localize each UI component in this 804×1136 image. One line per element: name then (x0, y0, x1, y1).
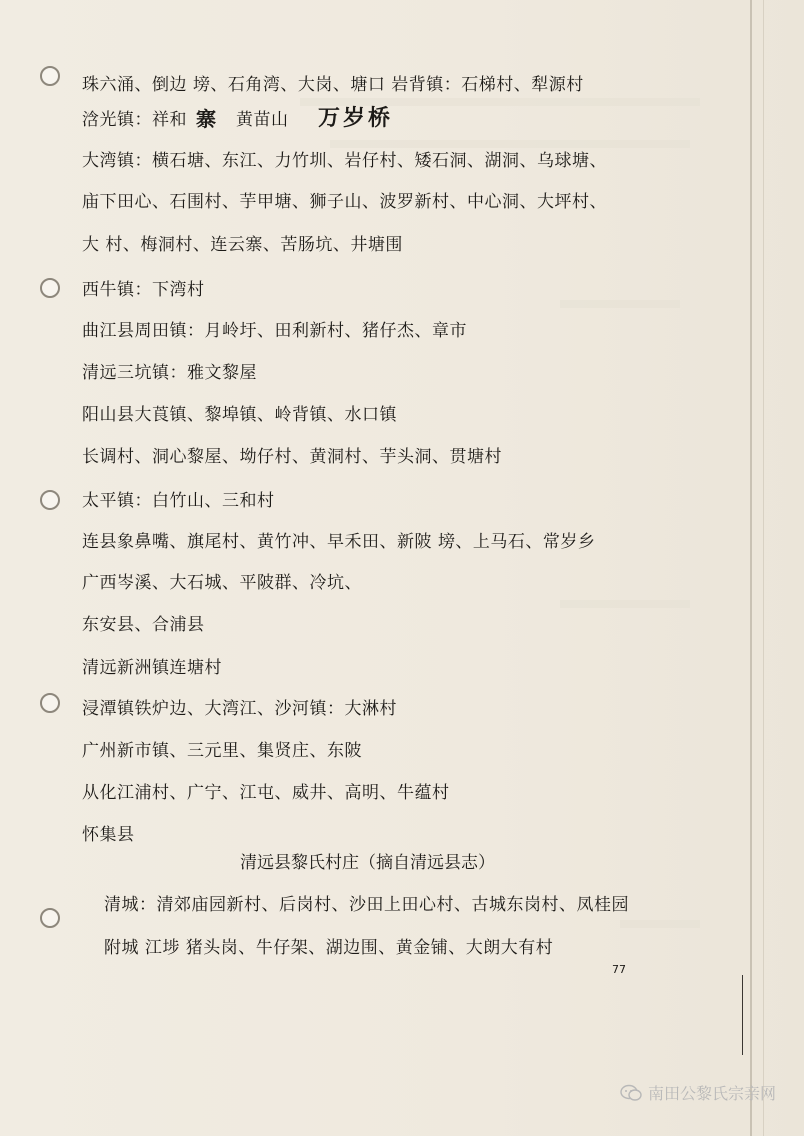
text-line: 庙下田心、石围村、芋甲塘、狮子山、波罗新村、中心洞、大坪村、 (82, 192, 607, 212)
handwritten-text: 万岁桥 (318, 105, 394, 131)
section-title: 清远县黎氏村庄（摘自清远县志） (240, 853, 495, 873)
text-line: 曲江县周田镇：月岭圩、田利新村、猪仔杰、章市 (82, 321, 467, 341)
section-line: 附城 江埗 猪头岗、牛仔架、湖边围、黄金铺、大朗大有村 (104, 938, 554, 958)
bleed-through (560, 600, 690, 608)
text-line: 清远三坑镇：雅文黎屋 (82, 363, 257, 383)
text-line: 广西岑溪、大石城、平陂群、冷坑、 (82, 573, 362, 593)
bleed-through (560, 300, 680, 308)
watermark-text: 南田公黎氏宗亲网 (647, 1084, 776, 1103)
page-edge (750, 0, 752, 1136)
text-line: 大湾镇：横石塘、东江、力竹圳、岩仔村、矮石洞、湖洞、乌球塘、 (82, 151, 607, 171)
text-line: 浛光镇：祥和 (82, 110, 187, 130)
text-line: 大 村、梅洞村、连云寨、苦肠坑、井塘围 (82, 235, 403, 255)
wechat-icon (620, 1084, 642, 1102)
text-line: 太平镇：白竹山、三和村 (82, 491, 275, 511)
text-line: 广州新市镇、三元里、集贤庄、东陂 (82, 741, 362, 761)
binder-hole (40, 66, 60, 86)
text-line: 黄苗山 (236, 110, 289, 130)
binder-hole (40, 278, 60, 298)
text-line: 清远新洲镇连塘村 (82, 658, 222, 678)
binder-hole (40, 490, 60, 510)
page-number: 77 (612, 963, 626, 976)
text-line: 东安县、合浦县 (82, 615, 205, 635)
bleed-through (620, 920, 700, 928)
handwritten-text: 寨 (196, 107, 219, 131)
watermark (620, 1081, 776, 1104)
text-line: 从化江浦村、广宁、江屯、威井、高明、牛蕴村 (82, 783, 450, 803)
text-line: 浸潭镇铁炉边、大湾江、沙河镇：大淋村 (82, 699, 397, 719)
text-line: 怀集县 (82, 825, 135, 845)
text-line: 长调村、洞心黎屋、坳仔村、黄洞村、芋头洞、贯塘村 (82, 447, 502, 467)
section-line: 清城：清郊庙园新村、后岗村、沙田上田心村、古城东岗村、凤桂园 (104, 895, 629, 915)
text-line: 珠六涌、倒边 塝、石角湾、大岗、塘口 岩背镇：石梯村、犁源村 (82, 75, 584, 95)
text-line: 连县象鼻嘴、旗尾村、黄竹冲、早禾田、新陂 塝、上马石、常岁乡 (82, 532, 596, 552)
text-line: 阳山县大莨镇、黎埠镇、岭背镇、水口镇 (82, 405, 397, 425)
text-line: 西牛镇：下湾村 (82, 280, 205, 300)
margin-line (742, 975, 743, 1055)
binder-hole (40, 693, 60, 713)
binder-hole (40, 908, 60, 928)
page-edge-shadow (763, 0, 764, 1136)
